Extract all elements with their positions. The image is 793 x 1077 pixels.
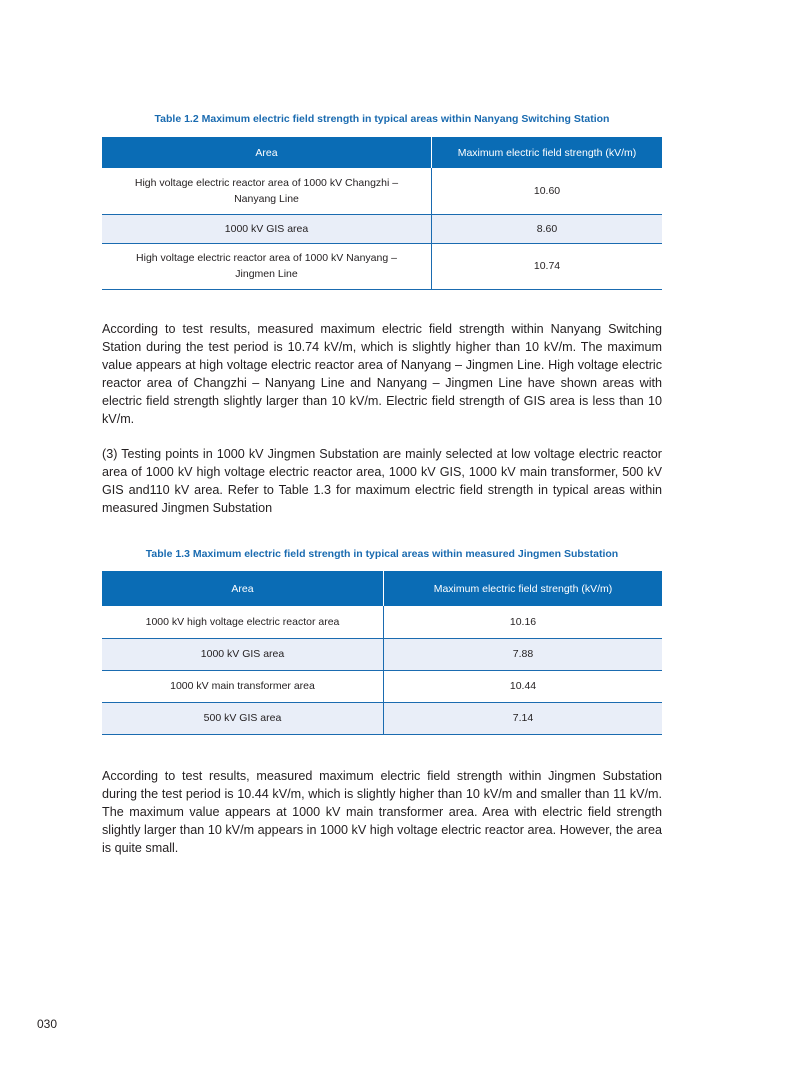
cell-value: 7.14 [384, 702, 663, 734]
table-header-row [102, 137, 662, 168]
header-value: Maximum electric field strength (kV/m) [384, 571, 663, 606]
cell-value: 7.88 [384, 638, 663, 670]
table-row [102, 168, 662, 214]
table-1-3 [102, 571, 662, 735]
table-1-2 [102, 137, 662, 290]
paragraph-3: According to test results, measured maximum electric field strength within Jingmen Substation during the test period is 10.44 kV/m, which is slightly higher than 10 kV/m and smaller than 11 kV/m. The maximum value appears at 1000 kV main transformer area. Area with electric field strength slightly larger than 10 kV/m appears in 1000 kV high voltage electric reactor area. However, the area is quite small. [102, 769, 662, 855]
table-row [102, 214, 662, 243]
cell-area: 1000 kV GIS area [102, 214, 432, 243]
header-area: Area [102, 571, 384, 606]
table-row [102, 702, 662, 734]
table-header-row [102, 571, 662, 606]
cell-value: 10.74 [432, 243, 663, 289]
table-row [102, 638, 662, 670]
cell-area: 1000 kV main transformer area [102, 670, 384, 702]
table-1-3-caption: Table 1.3 Maximum electric field strength in typical areas within measured Jingmen Substation [145, 548, 619, 560]
page-number: 030 [37, 1017, 58, 1031]
table-1-2-caption: Table 1.2 Maximum electric field strength in typical areas within Nanyang Switching Station [154, 113, 610, 125]
cell-area: High voltage electric reactor area of 1000 kV Changzhi – Nanyang Line [102, 168, 432, 214]
table-row [102, 670, 662, 702]
cell-area: 1000 kV high voltage electric reactor area [102, 606, 384, 638]
table-row [102, 243, 662, 289]
table-row [102, 606, 662, 638]
paragraph-1: According to test results, measured maximum electric field strength within Nanyang Switching Station during the test period is 10.74 kV/m, which is slightly higher than 10 kV/m. The maximum value appears at high voltage electric reactor area of Nanyang – Jingmen Line. High voltage electric reactor area of Changzhi – Nanyang Line and Nanyang – Jingmen Line have shown areas with electric field strength slightly larger than 10 kV/m. Electric field strength of GIS area is less than 10 kV/m. [102, 322, 662, 426]
paragraph-2: (3) Testing points in 1000 kV Jingmen Substation are mainly selected at low voltage electric reactor area of 1000 kV high voltage electric reactor area, 1000 kV GIS, 1000 kV main transformer, 500 kV GIS and110 kV area. Refer to Table 1.3 for maximum electric field strength in typical areas within measured Jingmen Substation [102, 447, 662, 515]
cell-area: 1000 kV GIS area [102, 638, 384, 670]
cell-value: 10.16 [384, 606, 663, 638]
cell-value: 8.60 [432, 214, 663, 243]
cell-area: 500 kV GIS area [102, 702, 384, 734]
header-value: Maximum electric field strength (kV/m) [432, 137, 663, 168]
header-area: Area [102, 137, 432, 168]
cell-value: 10.44 [384, 670, 663, 702]
cell-value: 10.60 [432, 168, 663, 214]
cell-area: High voltage electric reactor area of 1000 kV Nanyang – Jingmen Line [102, 243, 432, 289]
